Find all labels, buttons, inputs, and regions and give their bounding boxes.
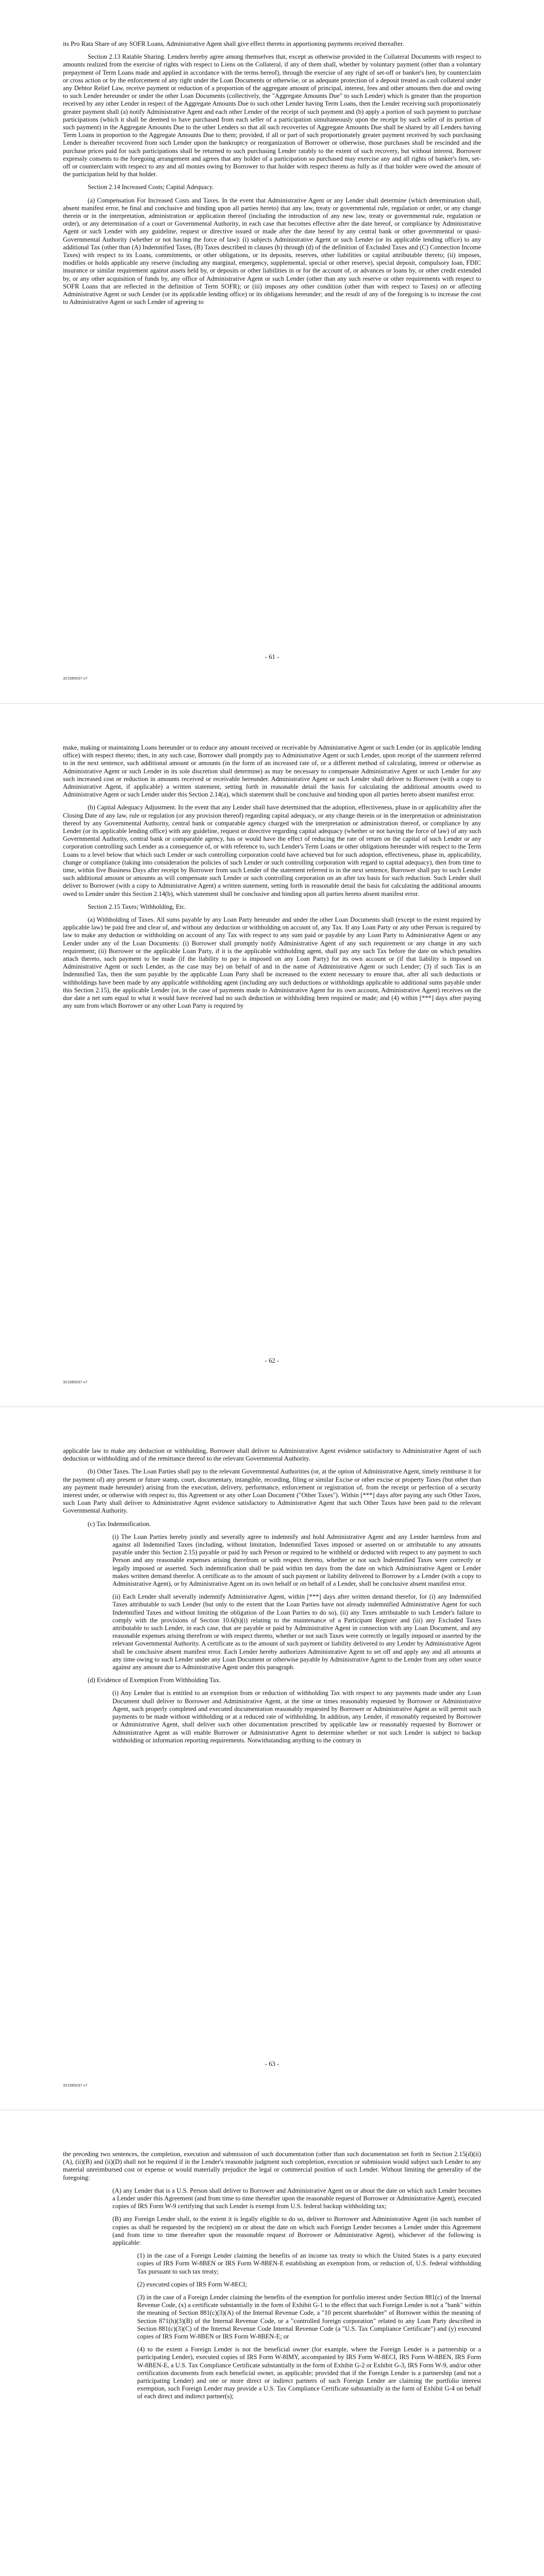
paragraph: (b) Other Taxes. The Loan Parties shall pay to the relevant Governmental Authorities (or, at the option of Administrative Agent, timely reimburse it for the payment of) any present or future stamp, court, documentary, intangible, recording, filing or similar Excise or other excise or property Taxes (but other than any payment made hereunder) arising from the execution, delivery, performance, enforcement or registration of, from the receipt or perfection of a security interest under, or otherwise with respect to, this Agreement or any other Loan Document ("Other Taxes"). Within [***] days after paying any such Other Taxes, such Loan Party shall deliver to Administrative Agent evidence satisfactory to Administrative Agent that such Other Taxes have been paid to the relevant Governmental Authority. — [63, 1468, 481, 1515]
document-page — [0, 1406, 544, 2110]
paragraph: (i) The Loan Parties hereby jointly and severally agree to indemnify and hold Administrative Agent and any Lender harmless from and against all Indemnified Taxes (including, without limitation, Indemnified Taxes imposed or asserted on or attributable to any amounts payable under this Section 2.15) payable or paid by such Person or required to be withheld or deducted with respect to any payment to such Person and any reasonable expenses arising therefrom or with respect thereto, whether or not such Indemnified Taxes were correctly or legally imposed or asserted. Such indemnification shall be paid within ten days from the date on which Administrative Agent or Lender makes written demand therefor. A certificate as to the amount of such payment or liability delivered to Borrower by a Lender (with a copy to Administrative Agent), or by Administrative Agent on its own behalf or on behalf of a Lender, shall be conclusive absent manifest error. — [112, 1533, 481, 1588]
paragraph: (a) Compensation For Increased Costs and Taxes. In the event that Administrative Agent or any Lender shall determine (which determination shall, absent manifest error, be final and conclusive and binding upon all parties hereto) that any law, treaty or governmental rule, regulation or order, or any change therein or in the interpretation, administration or application thereof (including the introduction of any new law, treaty or governmental rule, regulation or order), or any determination of a court or Governmental Authority, in each case that becomes effective after the date hereof, or compliance by Administrative Agent or such Lender with any guideline, request or directive issued or made after the date hereof by any central bank or other governmental or quasi-Governmental Authority (whether or not having the force of law): (i) subjects Administrative Agent or such Lender (or its applicable lending office) to any additional Tax (other than (A) Indemnified Taxes, (B) Taxes described in clauses (b) through (d) of the definition of Excluded Taxes and (C) Connection Income Taxes) with respect to its Loans, commitments, or other obligations, or its deposits, reserves, other liabilities or capital attributable thereto; (ii) imposes, modifies or holds applicable any reserve (including any marginal, emergency, supplemental, special or other reserve), special deposit, compulsory loan, FDIC insurance or similar requirement against assets held by, or deposits or other liabilities in or for the account of, or advances or loans by, or other credit extended by, or any other acquisition of funds by, any office of Administrative Agent or such Lender (other than any such reserve or other requirements with respect to SOFR Loans that are reflected in the definition of Term SOFR); or (iii) imposes any other condition (other than with respect to Taxes) on or affecting Administrative Agent or such Lender (or its applicable lending office) or its obligations hereunder; and the result of any of the foregoing is to increase the cost to Administrative Agent or such Lender of agreeing to — [63, 196, 481, 306]
page-number: - 62 - — [265, 1357, 279, 1364]
paragraph: (ii) Each Lender shall severally indemnify Administrative Agent, within [***] days after written demand therefor, for (i) any Indemnified Taxes attributable to such Lender (but only to the extent that the Loan Parties have not already indemnified Administrative Agent for such Indemnified Taxes and without limiting the obligation of the Loan Parties to do so), (ii) any Taxes attributable to such Lender's failure to comply with the provisions of Section 10.6(h)(i) relating to the maintenance of a Participant Register and (iii) any Excluded Taxes attributable to such Lender, in each case, that are payable or paid by Administrative Agent in connection with any Loan Document, and any reasonable expenses arising therefrom or with respect thereto, whether or not such Taxes were correctly or legally imposed or asserted by the relevant Governmental Authority. A certificate as to the amount of such payment or liability delivered to any Lender by Administrative Agent shall be conclusive absent manifest error. Each Lender hereby authorizes Administrative Agent to set off and apply any and all amounts at any time owing to such Lender under any Loan Document or otherwise payable by Administrative Agent to the Lender from any other source against any amount due to Administrative Agent under this paragraph. — [112, 1593, 481, 1671]
paragraph: its Pro Rata Share of any SOFR Loans, Administrative Agent shall give effect thereto in apportioning payments received thereafter. — [63, 40, 404, 47]
paragraph: (4) to the extent a Foreign Lender is not the beneficial owner (for example, where the Foreign Lender is a partnership or a participating Lender), executed copies of IRS Form W-8IMY, accompanied by IRS Form W-8ECI, IRS Form W-8BEN, IRS Form W-8BEN-E, a U.S. Tax Compliance Certificate substantially in the form of Exhibit G-2 or Exhibit G-3, IRS Form W-9, and/or other certification documents from each beneficial owner, as applicable; provided that if the Foreign Lender is a partnership (and not a participating Lender) and one or more direct or indirect partners of such Foreign Lender are claiming the portfolio interest exemption, such Foreign Lender may provide a U.S. Tax Compliance Certificate substantially in the form of Exhibit G-4 on behalf of each direct and indirect partner(s); — [137, 2346, 481, 2400]
paragraph: (3) in the case of a Foreign Lender claiming the benefits of the exemption for portfolio interest under Section 881(c) of the Internal Revenue Code, (x) a certificate substantially in the form of Exhibit G-1 to the effect that such Foreign Lender is not a "bank" within the meaning of Section 881(c)(3)(A) of the Internal Revenue Code, a "10 percent shareholder" of Borrower within the meaning of Section 871(h)(3)(B) of the Internal Revenue Code, or a "controlled foreign corporation" related to any Loan Party described in Section 881(c)(3)(C) of the Internal Revenue Code Internal Revenue Code (a "U.S. Tax Compliance Certificate") and (y) executed copies of IRS Form W-8BEN or IRS Form W-8BEN-E; or — [137, 2294, 481, 2341]
paragraph: (a) Withholding of Taxes. All sums payable by any Loan Party hereunder and under the other Loan Documents shall (except to the extent required by applicable law) be paid free and clear of, and without any deduction or withholding on account of, any Tax. If any Loan Party or any other Person is required by law to make any deduction or withholding on account of any Tax with respect to any sum paid or payable by any Loan Party to Administrative Agent or any Lender under any of the Loan Documents: (i) Borrower shall promptly notify Administrative Agent of any such requirement or any change in any such requirement; (ii) Borrower or the applicable Loan Party, if it is the applicable withholding agent, shall pay any such Tax before the date on which penalties attach thereto, such payment to be made (if the liability to pay is imposed on any Loan Party) for its own account or (if that liability is imposed on Administrative Agent or such Lender, as the case may be) on behalf of and in the name of Administrative Agent or such Lender; (3) if such Tax is an Indemnified Tax, then the sum payable by the applicable Loan Party shall be increased to the extent necessary to ensure that, after all such deductions or withholdings have been made by any applicable withholding agent (including any such deductions or withholdings applicable to additional sums payable under this Section 2.15), the applicable Lender (or, in the case of payments made to Administrative Agent for its own account, Administrative Agent) receives on the due date a net sum equal to what it would have received had no such deduction or withholding been required or made; and (4) within [***] days after paying any sum from which Borrower or any other Loan Party is required by — [63, 916, 481, 1010]
page-number: - 63 - — [265, 2060, 279, 2067]
paragraph: (2) executed copies of IRS Form W-8ECI; — [137, 2280, 248, 2288]
paragraph: (1) in the case of a Foreign Lender claiming the benefits of an income tax treaty to which the United States is a party executed copies of IRS Form W-8BEN or IRS Form W-8BEN-E establishing an exemption from, or reduction of, U.S. federal withholding Tax pursuant to such tax treaty; — [137, 2252, 481, 2275]
paragraph: (b) Capital Adequacy Adjustment. In the event that any Lender shall have determined that the adoption, effectiveness, phase in or applicability after the Closing Date of any law, rule or regulation (or any provision thereof) regarding capital adequacy, or any change therein or in the interpretation or administration thereof by any Governmental Authority, central bank or comparable agency charged with the interpretation or administration thereof, or compliance by any Lender (or its applicable lending office) with any guideline, request or directive regarding capital adequacy (whether or not having the force of law) of any such Governmental Authority, central bank or comparable agency, has or would have the effect of reducing the rate of return on the capital of such Lender or any corporation controlling such Lender as a consequence of, or with reference to, such Lender's Term Loans or other obligations hereunder with respect to the Term Loans to a level below that which such Lender or such controlling corporation could have achieved but for such adoption, effectiveness, phase in, applicability, change or compliance (taking into consideration the policies of such Lender or such controlling corporation with regard to capital adequacy), then from time to time, within five Business Days after receipt by Borrower from such Lender of the statement referred to in the next sentence, Borrower shall pay to such Lender such additional amount or amounts as will compensate such Lender or such controlling corporation on an after tax basis for such reduction. Such Lender shall deliver to Borrower (with a copy to Administrative Agent) a written statement, setting forth in reasonable detail the basis for calculating the additional amounts owed to Lender under this Section 2.14(b), which statement shall be conclusive and binding upon all parties hereto absent manifest error. — [63, 804, 481, 897]
paragraph: make, making or maintaining Loans hereunder or to reduce any amount received or receivable by Administrative Agent or such Lender (or its applicable lending office) with respect thereto; then, in any such case, Borrower shall promptly pay to Administrative Agent or such Lender, upon receipt of the statement referred to in the next sentence, such additional amount or amounts (in the form of an increased rate of, or a different method of calculating, interest or otherwise as Administrative Agent or such Lender in its sole discretion shall determine) as may be necessary to compensate Administrative Agent or such Lender for any such increased cost or reduction in amounts received or receivable hereunder. Administrative Agent or such Lender shall deliver to Borrower (with a copy to Administrative Agent, if applicable) a written statement, setting forth in reasonable detail the basis for calculating the additional amounts owed to Administrative Agent or such Lender under this Section 2.14(a), which statement shall be conclusive and binding upon all parties hereto absent manifest error. — [63, 744, 481, 799]
section-heading: Section 2.15 Taxes; Withholding, Etc. — [88, 903, 186, 910]
page-number: - 61 - — [265, 653, 279, 660]
paragraph: (i) Any Lender that is entitled to an exemption from or reduction of withholding Tax with respect to any payments made under any Loan Document shall deliver to Borrower and Administrative Agent, at the time or times reasonably requested by Borrower or Administrative Agent, such properly completed and executed documentation reasonably requested by Borrower or Administrative Agent as will permit such payments to be made without withholding or at a reduced rate of withholding. In addition, any Lender, if reasonably requested by Borrower or Administrative Agent, shall deliver such other documentation prescribed by applicable law or reasonably requested by Borrower or Administrative Agent as will enable Borrower or Administrative Agent to determine whether or not such Lender is subject to backup withholding or information reporting requirements. Notwithstanding anything to the contrary in — [112, 1689, 481, 1744]
document-page — [0, 0, 544, 703]
paragraph: the preceding two sentences, the completion, execution and submission of such documentation (other than such documentation set forth in Section 2.15(d)(ii)(A), (ii)(B) and (ii)(D) shall not be required if in the Lender's reasonable judgment such completion, execution or submission would subject such Lender to any material unreimbursed cost or expense or would materially prejudice the legal or commercial position of such Lender. Without limiting the generality of the foregoing: — [63, 2150, 481, 2181]
subsection-heading: (c) Tax Indemnification. — [88, 1520, 151, 1528]
paragraph: (B) any Foreign Lender shall, to the extent it is legally eligible to do so, deliver to Borrower and Administrative Agent (in such number of copies as shall be requested by the recipient) on or about the date on which such Foreign Lender becomes a Lender under this Agreement (and from time to time thereafter upon the reasonable request of Borrower or Administrative Agent), whichever of the following is applicable: — [112, 2215, 481, 2247]
document-page — [0, 2110, 544, 2576]
paragraph: (A) any Lender that is a U.S. Person shall deliver to Borrower and Administrative Agent on or about the date on which such Lender becomes a Lender under this Agreement (and from time to time thereafter upon the reasonable request of Borrower or Administrative Agent), executed copies of IRS Form W-9 certifying that such Lender is exempt from U.S. federal backup withholding tax; — [112, 2187, 481, 2210]
page-body — [63, 744, 481, 1354]
page-body — [63, 40, 481, 651]
page-body — [63, 1447, 481, 2058]
paragraph-section-2-13: Section 2.13 Ratable Sharing. Lenders hereby agree among themselves that, except as otherwise provided in the Collateral Documents with respect to amounts realized from the exercise of rights with respect to Liens on the Collateral, if any of them shall, whether by voluntary payment (other than a voluntary prepayment of Term Loans made and applied in accordance with the terms hereof), through the exercise of any right of set-off or banker's lien, by counterclaim or cross action or by the enforcement of any right under the Loan Documents or otherwise, or as adequate protection of a deposit treated as cash collateral under any Debtor Relief Law, receive payment or reduction of a proportion of the aggregate amount of principal, interest, fees and other amounts then due and owing to such Lender hereunder or under the other Loan Documents (collectively, the "Aggregate Amounts Due" to such Lender) which is greater than the proportion received by any other Lender in respect of the Aggregate Amounts Due to such other Lender having Term Loans, then the Lender receiving such proportionately greater payment shall (a) notify Administrative Agent and each other Lender of the receipt of such payment and (b) apply a portion of such payment to purchase participations (which it shall be deemed to have purchased from each seller of a participation simultaneously upon the receipt by such seller of its portion of such payment) in the Aggregate Amounts Due to the other Lenders so that all such recoveries of Aggregate Amounts Due shall be shared by all Lenders having Term Loans in proportion to the Aggregate Amounts Due to them; provided, if all or part of such proportionately greater payment received by such purchasing Lender is thereafter recovered from such Lender upon the bankruptcy or reorganization of Borrower or otherwise, those purchases shall be rescinded and the purchase prices paid for such participations shall be returned to such purchasing Lender ratably to the extent of such recovery, but without interest. Borrower expressly consents to the foregoing arrangement and agrees that any holder of a participation so purchased may exercise any and all rights of banker's lien, set-off or counterclaim with respect to any and all monies owing by Borrower to that holder with respect thereto as fully as if that holder were owed the amount of the participation held by that holder. — [63, 53, 481, 178]
subsection-heading: (d) Evidence of Exemption From Withholding Tax. — [88, 1676, 221, 1684]
document-id: 321585037 v7 — [63, 676, 88, 681]
section-heading: Section 2.14 Increased Costs; Capital Adequacy. — [88, 183, 214, 191]
document-id: 321585037 v7 — [63, 2083, 88, 2088]
document-id: 321585037 v7 — [63, 1380, 88, 1384]
paragraph: applicable law to make any deduction or withholding, Borrower shall deliver to Administrative Agent evidence satisfactory to Administrative Agent of such deduction or withholding and of the remittance thereof to the relevant Governmental Authority. — [63, 1447, 481, 1463]
page-body — [63, 2150, 481, 2576]
document-page — [0, 703, 544, 1406]
